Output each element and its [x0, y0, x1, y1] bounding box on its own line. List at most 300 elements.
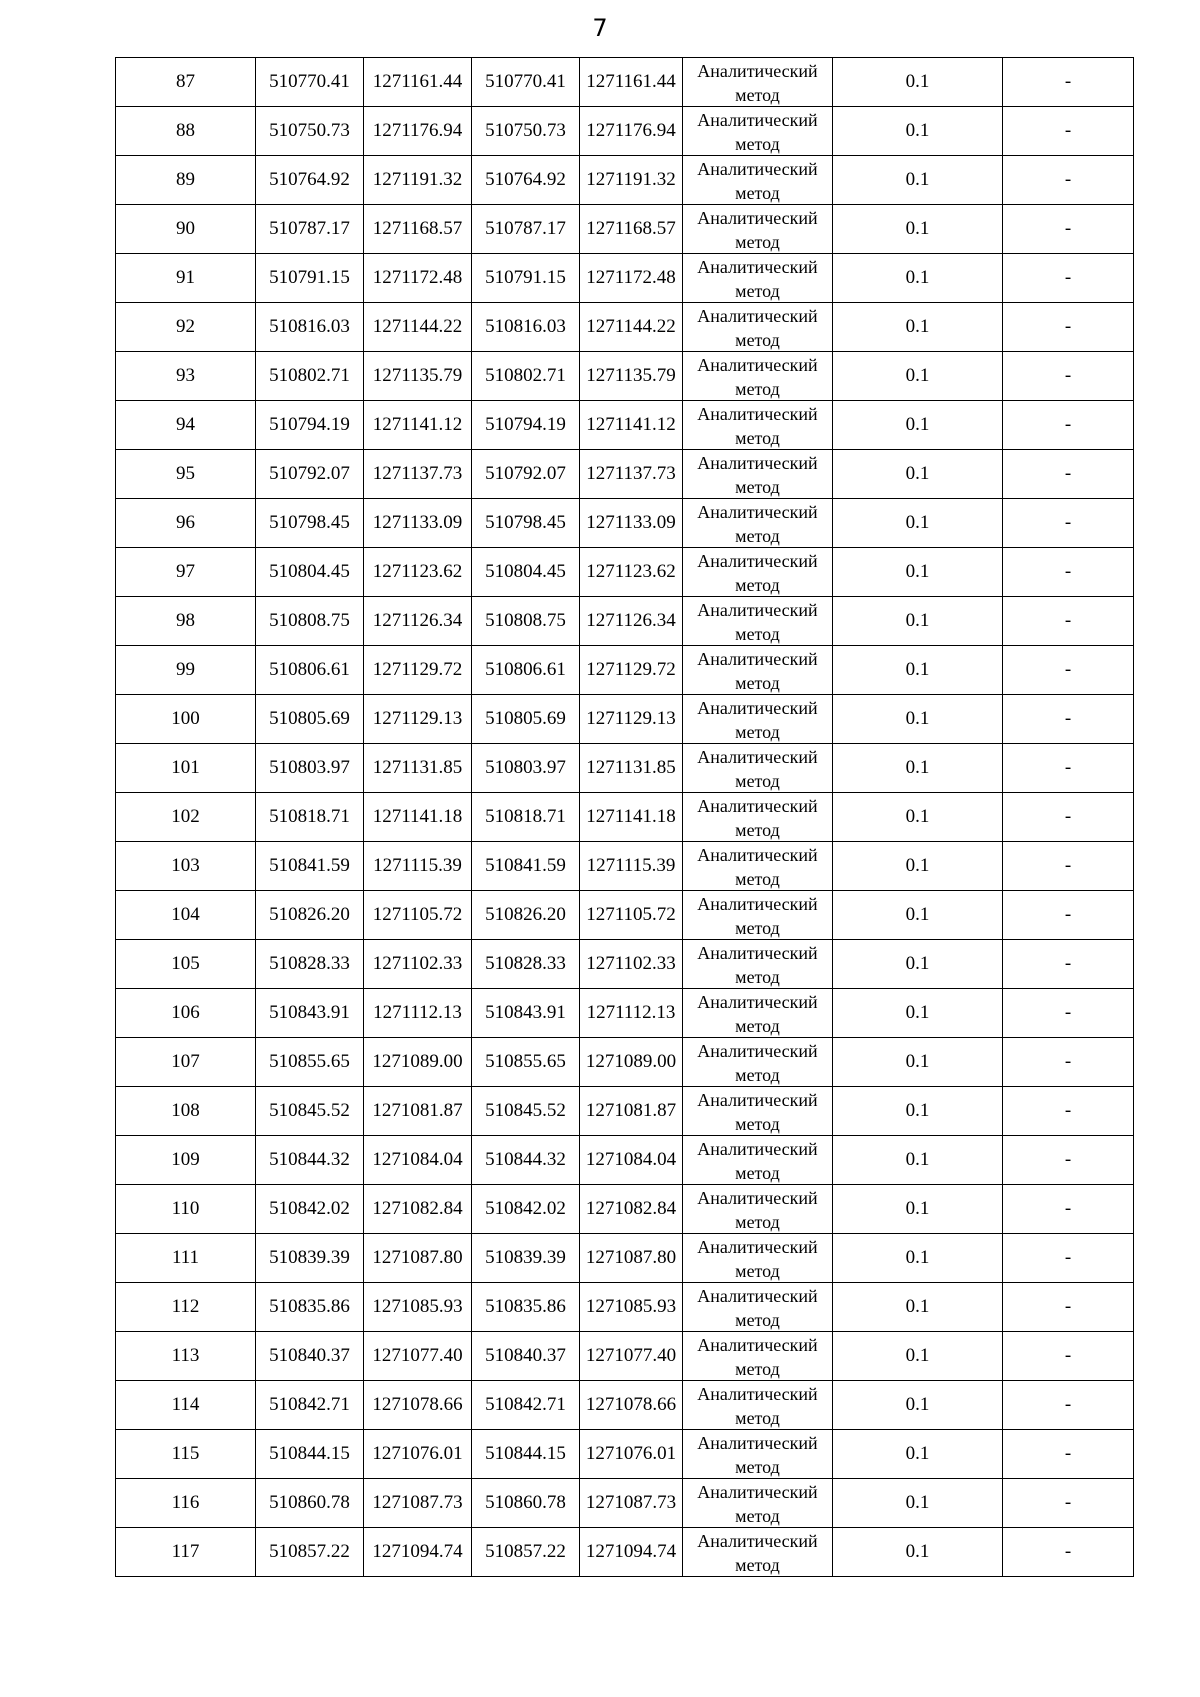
y-new-cell: 1271133.09 [580, 499, 683, 548]
table-row [116, 989, 1134, 1038]
method-line-1: Аналитический [697, 502, 818, 522]
method-line-2: метод [735, 477, 780, 497]
y-existing-cell: 1271089.00 [364, 1038, 472, 1087]
x-new-cell: 510828.33 [472, 940, 580, 989]
point-number-cell: 117 [116, 1528, 256, 1577]
method-line-1: Аналитический [697, 1335, 818, 1355]
method-line-2: метод [735, 379, 780, 399]
point-number-cell: 116 [116, 1479, 256, 1528]
y-existing-cell: 1271129.13 [364, 695, 472, 744]
y-existing-cell: 1271087.80 [364, 1234, 472, 1283]
note-cell: - [1003, 646, 1134, 695]
y-existing-cell: 1271105.72 [364, 891, 472, 940]
x-existing-cell: 510802.71 [256, 352, 364, 401]
y-new-cell: 1271168.57 [580, 205, 683, 254]
y-existing-cell: 1271129.72 [364, 646, 472, 695]
method-line-1: Аналитический [697, 698, 818, 718]
y-existing-cell: 1271176.94 [364, 107, 472, 156]
x-existing-cell: 510842.71 [256, 1381, 364, 1430]
table-row [116, 1283, 1134, 1332]
page-number: 7 [592, 14, 608, 42]
accuracy-cell: 0.1 [833, 989, 1003, 1038]
method-line-1: Аналитический [697, 453, 818, 473]
x-new-cell: 510802.71 [472, 352, 580, 401]
note-cell: - [1003, 303, 1134, 352]
y-new-cell: 1271105.72 [580, 891, 683, 940]
note-cell: - [1003, 1185, 1134, 1234]
method-line-1: Аналитический [697, 600, 818, 620]
method-cell [683, 1038, 833, 1087]
accuracy-cell: 0.1 [833, 1038, 1003, 1087]
point-number-cell: 112 [116, 1283, 256, 1332]
method-line-2: метод [735, 1114, 780, 1134]
y-existing-cell: 1271144.22 [364, 303, 472, 352]
y-existing-cell: 1271141.12 [364, 401, 472, 450]
x-new-cell: 510816.03 [472, 303, 580, 352]
note-cell: - [1003, 744, 1134, 793]
method-line-1: Аналитический [697, 257, 818, 277]
method-line-1: Аналитический [697, 551, 818, 571]
y-existing-cell: 1271126.34 [364, 597, 472, 646]
y-existing-cell: 1271084.04 [364, 1136, 472, 1185]
x-new-cell: 510842.71 [472, 1381, 580, 1430]
note-cell: - [1003, 1332, 1134, 1381]
y-new-cell: 1271126.34 [580, 597, 683, 646]
y-existing-cell: 1271161.44 [364, 58, 472, 107]
accuracy-cell: 0.1 [833, 891, 1003, 940]
x-existing-cell: 510792.07 [256, 450, 364, 499]
method-cell [683, 303, 833, 352]
point-number-cell: 106 [116, 989, 256, 1038]
method-cell [683, 597, 833, 646]
method-cell [683, 940, 833, 989]
accuracy-cell: 0.1 [833, 940, 1003, 989]
y-existing-cell: 1271168.57 [364, 205, 472, 254]
accuracy-cell: 0.1 [833, 1136, 1003, 1185]
point-number-cell: 88 [116, 107, 256, 156]
x-existing-cell: 510803.97 [256, 744, 364, 793]
accuracy-cell: 0.1 [833, 1332, 1003, 1381]
table-row [116, 1185, 1134, 1234]
y-existing-cell: 1271115.39 [364, 842, 472, 891]
x-existing-cell: 510750.73 [256, 107, 364, 156]
y-new-cell: 1271176.94 [580, 107, 683, 156]
y-existing-cell: 1271141.18 [364, 793, 472, 842]
note-cell: - [1003, 1234, 1134, 1283]
method-cell [683, 744, 833, 793]
table-row [116, 1038, 1134, 1087]
method-cell [683, 989, 833, 1038]
y-new-cell: 1271087.73 [580, 1479, 683, 1528]
y-new-cell: 1271078.66 [580, 1381, 683, 1430]
x-existing-cell: 510860.78 [256, 1479, 364, 1528]
point-number-cell: 113 [116, 1332, 256, 1381]
method-line-1: Аналитический [697, 1237, 818, 1257]
table-row [116, 156, 1134, 205]
table-row [116, 891, 1134, 940]
note-cell: - [1003, 156, 1134, 205]
note-cell: - [1003, 842, 1134, 891]
x-new-cell: 510808.75 [472, 597, 580, 646]
point-number-cell: 104 [116, 891, 256, 940]
point-number-cell: 110 [116, 1185, 256, 1234]
method-cell [683, 842, 833, 891]
point-number-cell: 90 [116, 205, 256, 254]
point-number-cell: 115 [116, 1430, 256, 1479]
accuracy-cell: 0.1 [833, 254, 1003, 303]
accuracy-cell: 0.1 [833, 646, 1003, 695]
method-line-1: Аналитический [697, 894, 818, 914]
table-row [116, 1087, 1134, 1136]
y-existing-cell: 1271094.74 [364, 1528, 472, 1577]
table-row [116, 205, 1134, 254]
x-new-cell: 510844.32 [472, 1136, 580, 1185]
y-new-cell: 1271087.80 [580, 1234, 683, 1283]
x-new-cell: 510798.45 [472, 499, 580, 548]
table-row [116, 1528, 1134, 1577]
y-new-cell: 1271089.00 [580, 1038, 683, 1087]
note-cell: - [1003, 1528, 1134, 1577]
table-row [116, 548, 1134, 597]
x-existing-cell: 510835.86 [256, 1283, 364, 1332]
x-new-cell: 510770.41 [472, 58, 580, 107]
point-number-cell: 107 [116, 1038, 256, 1087]
x-existing-cell: 510816.03 [256, 303, 364, 352]
accuracy-cell: 0.1 [833, 58, 1003, 107]
y-new-cell: 1271115.39 [580, 842, 683, 891]
note-cell: - [1003, 1381, 1134, 1430]
method-line-2: метод [735, 771, 780, 791]
y-new-cell: 1271077.40 [580, 1332, 683, 1381]
method-cell [683, 1185, 833, 1234]
y-existing-cell: 1271078.66 [364, 1381, 472, 1430]
note-cell: - [1003, 891, 1134, 940]
x-new-cell: 510791.15 [472, 254, 580, 303]
point-number-cell: 87 [116, 58, 256, 107]
x-new-cell: 510843.91 [472, 989, 580, 1038]
point-number-cell: 99 [116, 646, 256, 695]
x-existing-cell: 510828.33 [256, 940, 364, 989]
method-cell [683, 1087, 833, 1136]
method-line-2: метод [735, 85, 780, 105]
method-cell [683, 1479, 833, 1528]
y-existing-cell: 1271172.48 [364, 254, 472, 303]
method-line-2: метод [735, 1016, 780, 1036]
y-existing-cell: 1271077.40 [364, 1332, 472, 1381]
method-line-2: метод [735, 967, 780, 987]
method-line-2: метод [735, 134, 780, 154]
x-existing-cell: 510764.92 [256, 156, 364, 205]
method-line-2: метод [735, 1408, 780, 1428]
x-new-cell: 510840.37 [472, 1332, 580, 1381]
y-new-cell: 1271129.72 [580, 646, 683, 695]
point-number-cell: 97 [116, 548, 256, 597]
method-line-1: Аналитический [697, 61, 818, 81]
method-cell [683, 793, 833, 842]
method-line-2: метод [735, 1506, 780, 1526]
table-row [116, 107, 1134, 156]
note-cell: - [1003, 1136, 1134, 1185]
point-number-cell: 103 [116, 842, 256, 891]
table-row [116, 254, 1134, 303]
y-existing-cell: 1271112.13 [364, 989, 472, 1038]
method-line-1: Аналитический [697, 1384, 818, 1404]
method-cell [683, 254, 833, 303]
y-new-cell: 1271085.93 [580, 1283, 683, 1332]
x-new-cell: 510806.61 [472, 646, 580, 695]
x-existing-cell: 510844.15 [256, 1430, 364, 1479]
x-existing-cell: 510826.20 [256, 891, 364, 940]
method-cell [683, 499, 833, 548]
y-new-cell: 1271161.44 [580, 58, 683, 107]
note-cell: - [1003, 1087, 1134, 1136]
x-new-cell: 510803.97 [472, 744, 580, 793]
x-new-cell: 510839.39 [472, 1234, 580, 1283]
method-line-2: метод [735, 575, 780, 595]
method-cell [683, 1234, 833, 1283]
table-row [116, 744, 1134, 793]
accuracy-cell: 0.1 [833, 744, 1003, 793]
x-existing-cell: 510770.41 [256, 58, 364, 107]
note-cell: - [1003, 58, 1134, 107]
method-line-1: Аналитический [697, 110, 818, 130]
note-cell: - [1003, 499, 1134, 548]
method-line-1: Аналитический [697, 1482, 818, 1502]
y-existing-cell: 1271123.62 [364, 548, 472, 597]
y-new-cell: 1271141.18 [580, 793, 683, 842]
method-line-1: Аналитический [697, 355, 818, 375]
method-line-1: Аналитический [697, 1531, 818, 1551]
point-number-cell: 98 [116, 597, 256, 646]
method-line-2: метод [735, 624, 780, 644]
table-row [116, 58, 1134, 107]
table-body [116, 58, 1134, 1577]
method-line-2: метод [735, 869, 780, 889]
method-line-2: метод [735, 1163, 780, 1183]
accuracy-cell: 0.1 [833, 205, 1003, 254]
point-number-cell: 111 [116, 1234, 256, 1283]
x-existing-cell: 510791.15 [256, 254, 364, 303]
x-new-cell: 510835.86 [472, 1283, 580, 1332]
y-new-cell: 1271123.62 [580, 548, 683, 597]
y-existing-cell: 1271131.85 [364, 744, 472, 793]
point-number-cell: 89 [116, 156, 256, 205]
x-existing-cell: 510806.61 [256, 646, 364, 695]
method-cell [683, 401, 833, 450]
point-number-cell: 91 [116, 254, 256, 303]
table-row [116, 401, 1134, 450]
x-existing-cell: 510818.71 [256, 793, 364, 842]
x-new-cell: 510844.15 [472, 1430, 580, 1479]
y-new-cell: 1271191.32 [580, 156, 683, 205]
method-line-2: метод [735, 1457, 780, 1477]
accuracy-cell: 0.1 [833, 352, 1003, 401]
point-number-cell: 101 [116, 744, 256, 793]
note-cell: - [1003, 940, 1134, 989]
x-existing-cell: 510808.75 [256, 597, 364, 646]
method-line-1: Аналитический [697, 208, 818, 228]
x-new-cell: 510857.22 [472, 1528, 580, 1577]
point-number-cell: 93 [116, 352, 256, 401]
point-number-cell: 100 [116, 695, 256, 744]
method-cell [683, 1136, 833, 1185]
note-cell: - [1003, 254, 1134, 303]
method-line-2: метод [735, 1555, 780, 1575]
note-cell: - [1003, 1038, 1134, 1087]
x-existing-cell: 510805.69 [256, 695, 364, 744]
note-cell: - [1003, 695, 1134, 744]
accuracy-cell: 0.1 [833, 107, 1003, 156]
accuracy-cell: 0.1 [833, 156, 1003, 205]
point-number-cell: 105 [116, 940, 256, 989]
method-cell [683, 1381, 833, 1430]
table-row [116, 842, 1134, 891]
accuracy-cell: 0.1 [833, 695, 1003, 744]
table-row [116, 1479, 1134, 1528]
method-cell [683, 646, 833, 695]
method-line-2: метод [735, 673, 780, 693]
accuracy-cell: 0.1 [833, 303, 1003, 352]
x-existing-cell: 510804.45 [256, 548, 364, 597]
table-row [116, 646, 1134, 695]
accuracy-cell: 0.1 [833, 1185, 1003, 1234]
note-cell: - [1003, 450, 1134, 499]
x-new-cell: 510841.59 [472, 842, 580, 891]
point-number-cell: 108 [116, 1087, 256, 1136]
x-new-cell: 510805.69 [472, 695, 580, 744]
x-existing-cell: 510842.02 [256, 1185, 364, 1234]
method-line-2: метод [735, 1065, 780, 1085]
method-cell [683, 156, 833, 205]
note-cell: - [1003, 401, 1134, 450]
accuracy-cell: 0.1 [833, 499, 1003, 548]
method-line-2: метод [735, 183, 780, 203]
table-row [116, 352, 1134, 401]
note-cell: - [1003, 793, 1134, 842]
method-line-1: Аналитический [697, 1041, 818, 1061]
y-existing-cell: 1271191.32 [364, 156, 472, 205]
point-number-cell: 114 [116, 1381, 256, 1430]
accuracy-cell: 0.1 [833, 842, 1003, 891]
method-line-1: Аналитический [697, 992, 818, 1012]
point-number-cell: 94 [116, 401, 256, 450]
x-new-cell: 510804.45 [472, 548, 580, 597]
method-line-2: метод [735, 1310, 780, 1330]
y-existing-cell: 1271102.33 [364, 940, 472, 989]
x-new-cell: 510855.65 [472, 1038, 580, 1087]
x-new-cell: 510818.71 [472, 793, 580, 842]
method-cell [683, 58, 833, 107]
method-line-2: метод [735, 526, 780, 546]
note-cell: - [1003, 1283, 1134, 1332]
note-cell: - [1003, 597, 1134, 646]
table-row [116, 1234, 1134, 1283]
accuracy-cell: 0.1 [833, 1479, 1003, 1528]
y-new-cell: 1271082.84 [580, 1185, 683, 1234]
x-new-cell: 510787.17 [472, 205, 580, 254]
x-new-cell: 510794.19 [472, 401, 580, 450]
x-new-cell: 510860.78 [472, 1479, 580, 1528]
x-existing-cell: 510839.39 [256, 1234, 364, 1283]
x-new-cell: 510842.02 [472, 1185, 580, 1234]
y-existing-cell: 1271135.79 [364, 352, 472, 401]
method-line-1: Аналитический [697, 1286, 818, 1306]
method-line-2: метод [735, 1212, 780, 1232]
y-new-cell: 1271144.22 [580, 303, 683, 352]
method-line-2: метод [735, 1359, 780, 1379]
x-new-cell: 510792.07 [472, 450, 580, 499]
method-line-2: метод [735, 232, 780, 252]
coordinates-table [115, 57, 1134, 1577]
method-cell [683, 891, 833, 940]
method-line-1: Аналитический [697, 159, 818, 179]
method-line-2: метод [735, 722, 780, 742]
y-new-cell: 1271135.79 [580, 352, 683, 401]
method-line-2: метод [735, 428, 780, 448]
y-new-cell: 1271084.04 [580, 1136, 683, 1185]
method-line-1: Аналитический [697, 943, 818, 963]
accuracy-cell: 0.1 [833, 1087, 1003, 1136]
point-number-cell: 96 [116, 499, 256, 548]
x-existing-cell: 510794.19 [256, 401, 364, 450]
method-line-2: метод [735, 1261, 780, 1281]
accuracy-cell: 0.1 [833, 1234, 1003, 1283]
point-number-cell: 95 [116, 450, 256, 499]
note-cell: - [1003, 1430, 1134, 1479]
y-new-cell: 1271102.33 [580, 940, 683, 989]
method-cell [683, 1332, 833, 1381]
table-row [116, 1430, 1134, 1479]
x-existing-cell: 510798.45 [256, 499, 364, 548]
y-new-cell: 1271081.87 [580, 1087, 683, 1136]
note-cell: - [1003, 205, 1134, 254]
method-line-1: Аналитический [697, 1090, 818, 1110]
table-row [116, 597, 1134, 646]
table-row [116, 940, 1134, 989]
method-line-1: Аналитический [697, 747, 818, 767]
table-row [116, 1136, 1134, 1185]
y-new-cell: 1271141.12 [580, 401, 683, 450]
x-new-cell: 510764.92 [472, 156, 580, 205]
x-new-cell: 510750.73 [472, 107, 580, 156]
x-existing-cell: 510840.37 [256, 1332, 364, 1381]
y-existing-cell: 1271137.73 [364, 450, 472, 499]
accuracy-cell: 0.1 [833, 1381, 1003, 1430]
y-existing-cell: 1271082.84 [364, 1185, 472, 1234]
method-line-2: метод [735, 918, 780, 938]
accuracy-cell: 0.1 [833, 1528, 1003, 1577]
y-existing-cell: 1271085.93 [364, 1283, 472, 1332]
x-existing-cell: 510787.17 [256, 205, 364, 254]
note-cell: - [1003, 989, 1134, 1038]
y-new-cell: 1271112.13 [580, 989, 683, 1038]
y-new-cell: 1271076.01 [580, 1430, 683, 1479]
table-row [116, 1381, 1134, 1430]
method-line-1: Аналитический [697, 649, 818, 669]
x-existing-cell: 510857.22 [256, 1528, 364, 1577]
point-number-cell: 92 [116, 303, 256, 352]
method-line-1: Аналитический [697, 1139, 818, 1159]
table-row [116, 450, 1134, 499]
y-new-cell: 1271137.73 [580, 450, 683, 499]
table-row [116, 793, 1134, 842]
method-cell [683, 1528, 833, 1577]
method-line-1: Аналитический [697, 306, 818, 326]
note-cell: - [1003, 352, 1134, 401]
accuracy-cell: 0.1 [833, 597, 1003, 646]
x-existing-cell: 510855.65 [256, 1038, 364, 1087]
point-number-cell: 109 [116, 1136, 256, 1185]
